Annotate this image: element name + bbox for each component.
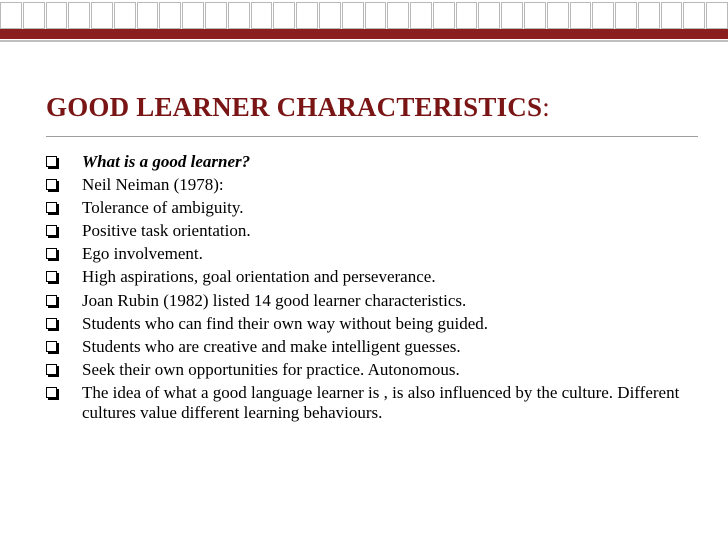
hollow-square-icon bbox=[46, 179, 57, 190]
hollow-square-icon bbox=[46, 248, 57, 259]
bullet-text: Joan Rubin (1982) listed 14 good learner characteristics. bbox=[82, 290, 467, 310]
bullet-item bbox=[46, 383, 686, 423]
hollow-square-icon bbox=[46, 225, 57, 236]
grid-cell bbox=[478, 2, 500, 29]
grid-cell bbox=[114, 2, 136, 29]
bullet-text: Ego involvement. bbox=[82, 244, 203, 264]
bullet-item bbox=[46, 221, 686, 241]
hollow-square-icon bbox=[46, 318, 57, 329]
grid-cell bbox=[68, 2, 90, 29]
grid-cell bbox=[251, 2, 273, 29]
slide-title-colon: : bbox=[542, 92, 550, 122]
grid-cell bbox=[410, 2, 432, 29]
bullet-item bbox=[46, 152, 686, 172]
grid-cell bbox=[0, 2, 22, 29]
header-band bbox=[0, 29, 728, 39]
bullet-text: What is a good learner? bbox=[82, 152, 251, 171]
grid-cell bbox=[205, 2, 227, 29]
grid-cell bbox=[706, 2, 728, 29]
grid-cell bbox=[592, 2, 614, 29]
hollow-square-icon bbox=[46, 341, 57, 352]
bullet-text: Tolerance of ambiguity. bbox=[82, 198, 244, 218]
hollow-square-icon bbox=[46, 271, 57, 282]
grid-cell bbox=[638, 2, 660, 29]
grid-cell bbox=[296, 2, 318, 29]
bullet-text: High aspirations, goal orientation and perseverance. bbox=[82, 267, 436, 287]
bullet-text: Neil Neiman (1978): bbox=[82, 175, 224, 195]
bullet-text: Positive task orientation. bbox=[82, 221, 251, 241]
bullet-list bbox=[46, 152, 686, 426]
slide-title bbox=[46, 92, 550, 123]
grid-cell bbox=[342, 2, 364, 29]
grid-cell bbox=[273, 2, 295, 29]
slide-title-text: GOOD LEARNER CHARACTERISTICS bbox=[46, 92, 543, 122]
hollow-square-icon bbox=[46, 387, 57, 398]
bullet-item bbox=[46, 175, 686, 195]
bullet-item bbox=[46, 360, 686, 380]
bullet-item bbox=[46, 267, 686, 287]
grid-cell bbox=[91, 2, 113, 29]
grid-cell bbox=[228, 2, 250, 29]
header-grid-decoration bbox=[0, 0, 728, 29]
grid-cell bbox=[615, 2, 637, 29]
bullet-item bbox=[46, 198, 686, 218]
grid-cell bbox=[387, 2, 409, 29]
grid-cell bbox=[23, 2, 45, 29]
bullet-item bbox=[46, 337, 686, 357]
grid-cell bbox=[365, 2, 387, 29]
grid-cell bbox=[159, 2, 181, 29]
grid-cell bbox=[319, 2, 341, 29]
grid-cell bbox=[524, 2, 546, 29]
grid-cell bbox=[433, 2, 455, 29]
hollow-square-icon bbox=[46, 295, 57, 306]
grid-cell bbox=[46, 2, 68, 29]
grid-cell bbox=[683, 2, 705, 29]
grid-cell bbox=[547, 2, 569, 29]
grid-cell bbox=[182, 2, 204, 29]
grid-cell bbox=[456, 2, 478, 29]
bullet-item bbox=[46, 244, 686, 264]
bullet-item bbox=[46, 314, 686, 334]
grid-cell bbox=[661, 2, 683, 29]
bullet-text: Seek their own opportunities for practice. Autonomous. bbox=[82, 359, 460, 379]
bullet-text: Students who can find their own way without being guided. bbox=[82, 313, 489, 333]
hollow-square-icon bbox=[46, 156, 57, 167]
hollow-square-icon bbox=[46, 202, 57, 213]
bullet-text: The idea of what a good language learner is , is also influenced by the culture. Different cultures value different learning behaviours. bbox=[82, 382, 680, 422]
hollow-square-icon bbox=[46, 364, 57, 375]
bullet-item bbox=[46, 291, 686, 311]
grid-cell bbox=[137, 2, 159, 29]
title-divider bbox=[46, 136, 698, 137]
bullet-text: Students who are creative and make intelligent guesses. bbox=[82, 336, 461, 356]
grid-cell bbox=[501, 2, 523, 29]
grid-cell bbox=[570, 2, 592, 29]
